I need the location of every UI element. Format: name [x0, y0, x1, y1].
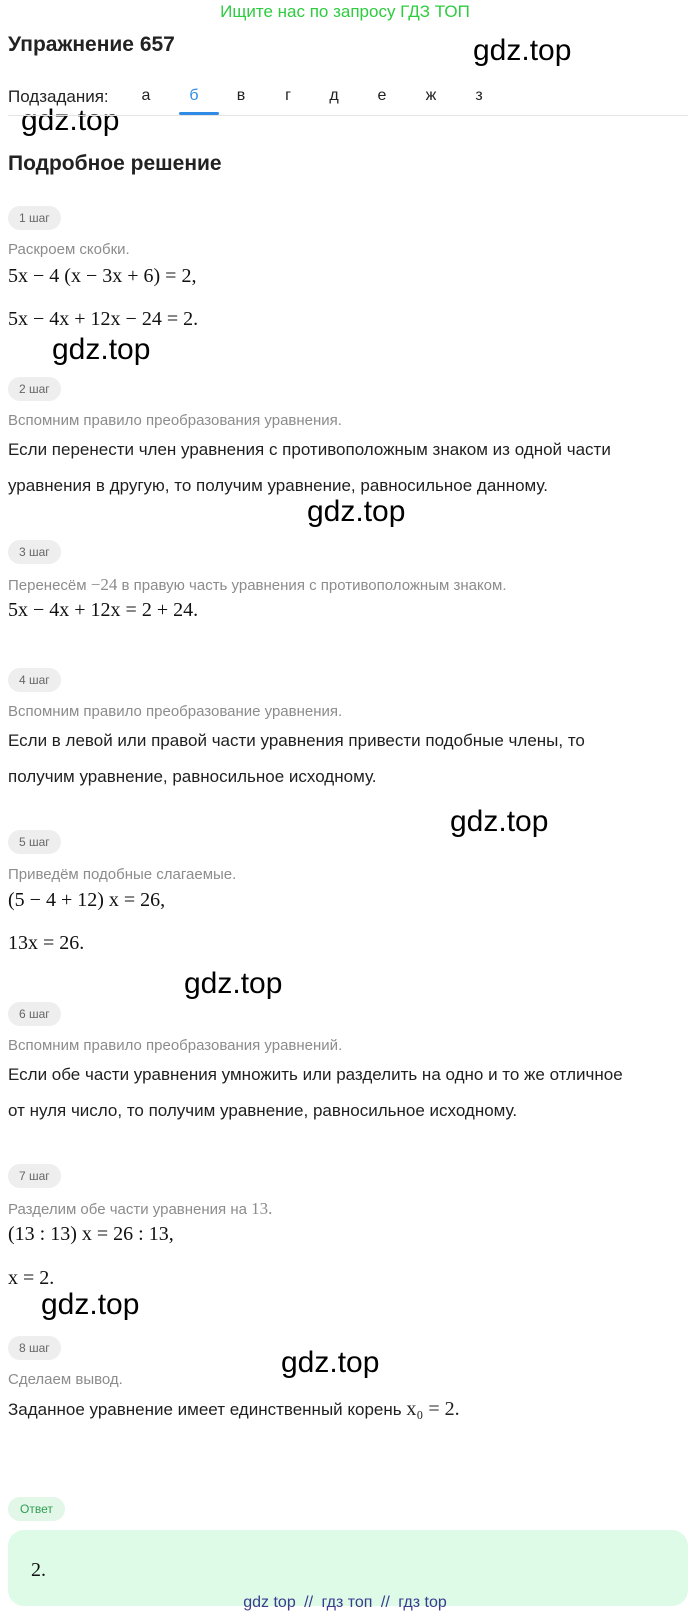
watermark: gdz.top — [473, 34, 572, 67]
tab-zh[interactable]: ж — [425, 87, 437, 104]
step-badge: 5 шаг — [8, 830, 61, 854]
equation-line: (13 : 13) x = 26 : 13, — [8, 1223, 174, 1245]
step-hint: Приведём подобные слагаемые. — [8, 866, 237, 883]
tab-z[interactable]: з — [475, 87, 483, 104]
step-hint: Вспомним правило преобразования уравнений. — [8, 1037, 343, 1054]
watermark: gdz.top — [281, 1346, 380, 1379]
equation-line: 13x = 26. — [8, 932, 85, 954]
footer-link[interactable]: гдз топ — [321, 1594, 373, 1611]
watermark: gdz.top — [184, 967, 283, 1000]
answer-badge: Ответ — [8, 1497, 65, 1521]
section-title: Подробное решение — [8, 152, 222, 175]
step-hint: Раскроем скобки. — [8, 241, 130, 258]
step-hint: Перенесём −24 в правую часть уравнения с противоположным знаком. — [8, 575, 507, 594]
step-badge: 3 шаг — [8, 540, 61, 564]
step-hint: Вспомним правило преобразования уравнения. — [8, 412, 342, 429]
footer-link[interactable]: gdz top — [243, 1594, 296, 1611]
step-badge: 7 шаг — [8, 1164, 61, 1188]
equation-line: 5x − 4x + 12x − 24 = 2. — [8, 308, 199, 330]
footer-links — [0, 1594, 690, 1612]
conclusion-text: Заданное уравнение имеет единственный корень x₀ = 2. — [8, 1398, 460, 1420]
watermark: gdz.top — [21, 104, 120, 137]
watermark: gdz.top — [450, 805, 549, 838]
subtasks-label: Подзадания: — [8, 87, 109, 106]
rule-text: Если перенести член уравнения с противоположным знаком из одной части уравнения в другую, то получим уравнение, равносильное данному. — [8, 440, 611, 495]
rule-text: Если в левой или правой части уравнения привести подобные члены, то получим уравнение, равносильное исходному. — [8, 731, 585, 786]
subtasks-bar — [8, 84, 688, 116]
footer-separator: // — [304, 1594, 314, 1611]
step-badge: 2 шаг — [8, 377, 61, 401]
footer-link[interactable]: гдз top — [398, 1594, 447, 1611]
step-hint: Сделаем вывод. — [8, 1371, 123, 1388]
tab-g[interactable]: г — [285, 87, 291, 104]
step-hint: Вспомним правило преобразование уравнения. — [8, 703, 343, 720]
watermark: gdz.top — [307, 495, 406, 528]
equation-line: 5x − 4x + 12x = 2 + 24. — [8, 599, 199, 621]
equation-line: 5x − 4 (x − 3x + 6) = 2, — [8, 265, 197, 287]
step-badge: 1 шаг — [8, 206, 61, 230]
rule-text: Если обе части уравнения умножить или разделить на одно и то же отличное от нуля число, то получим уравнение, равносильное исходному. — [8, 1065, 623, 1120]
search-banner: Ищите нас по запросу ГДЗ ТОП — [220, 2, 470, 21]
active-tab-indicator — [179, 112, 219, 115]
tab-b[interactable]: б — [189, 87, 199, 104]
tab-a[interactable]: а — [141, 87, 151, 104]
step-badge: 4 шаг — [8, 668, 61, 692]
answer-value: 2. — [31, 1559, 46, 1581]
step-badge: 8 шаг — [8, 1336, 61, 1360]
page-title: Упражнение 657 — [8, 33, 175, 56]
watermark: gdz.top — [41, 1288, 140, 1321]
tab-d[interactable]: д — [329, 87, 339, 104]
equation-line: (5 − 4 + 12) x = 26, — [8, 889, 166, 911]
watermark: gdz.top — [52, 333, 151, 366]
equation-line: x = 2. — [8, 1267, 55, 1289]
step-badge: 6 шаг — [8, 1002, 61, 1026]
tab-v[interactable]: в — [236, 87, 246, 104]
tab-e[interactable]: е — [377, 87, 387, 104]
footer-separator: // — [380, 1594, 390, 1611]
step-hint: Разделим обе части уравнения на 13. — [8, 1199, 273, 1218]
